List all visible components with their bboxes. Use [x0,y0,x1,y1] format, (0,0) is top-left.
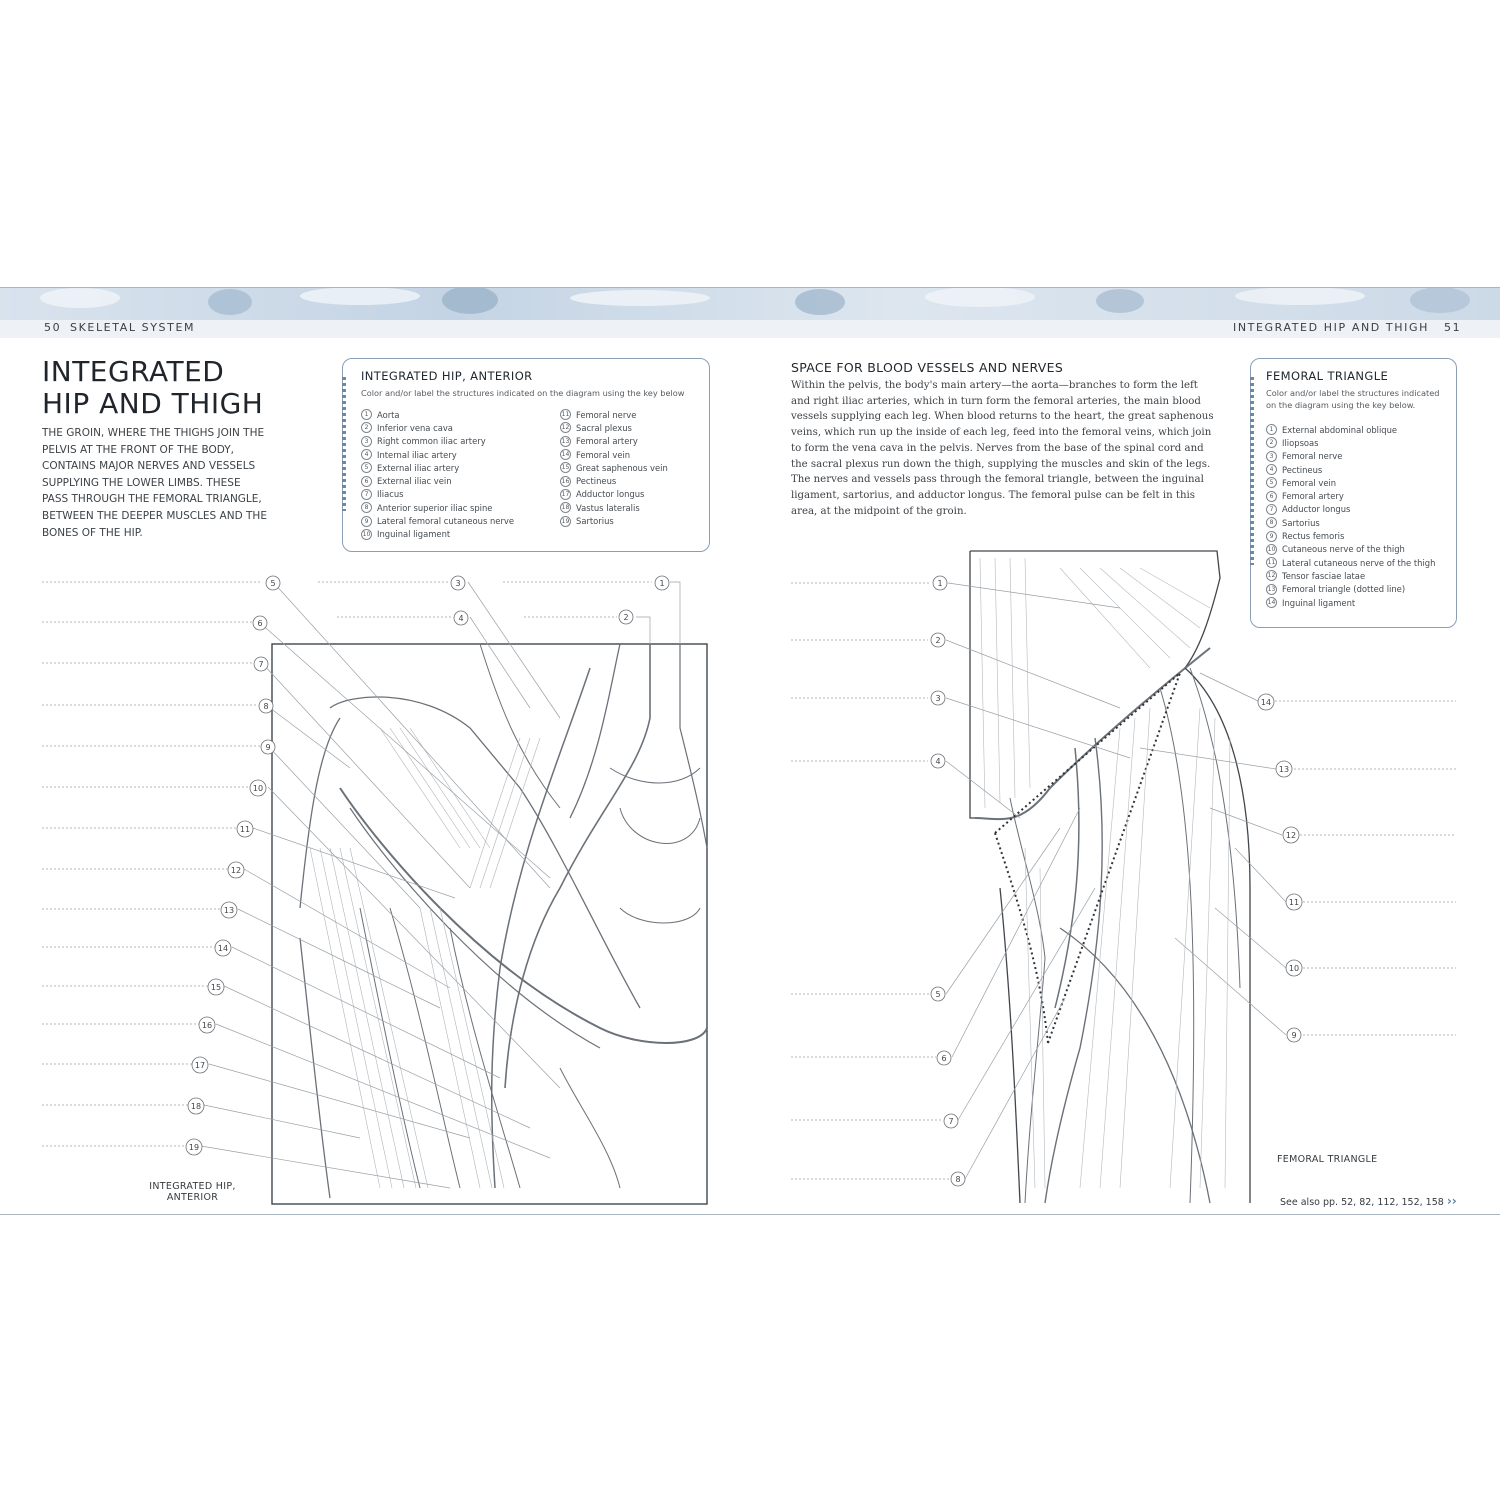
key-item-label: Femoral artery [576,436,638,447]
callout-8 [259,699,273,713]
key-number-badge: 12 [561,424,570,432]
callout-4 [931,754,945,768]
svg-text:13: 13 [223,906,235,915]
svg-text:3: 3 [935,694,941,703]
svg-text:1: 1 [937,579,943,588]
key-number-badge: 14 [1267,599,1276,606]
callout-14 [215,940,231,956]
callout-5 [931,987,945,1001]
key-title: FEMORAL TRIANGLE [1266,369,1389,383]
key-item-label: Femoral vein [576,449,631,460]
svg-text:18: 18 [190,1102,202,1111]
key-number-badge: 17 [561,490,570,498]
key-item-label: Inferior vena cava [377,422,453,433]
callout-3 [451,576,465,590]
key-item-label: Anterior superior iliac spine [377,502,493,513]
key-number-badge: 9 [361,516,372,527]
key-number-badge: 18 [561,504,570,512]
key-item-label: Femoral triangle (dotted line) [1282,584,1406,595]
illustrations [0,288,1500,1214]
callout-18 [188,1098,204,1114]
svg-text:5: 5 [935,990,941,999]
callout-16 [199,1017,215,1033]
key-number-badge: 11 [1267,559,1276,567]
callout-6 [937,1051,951,1065]
key-item-label: Sartorius [1282,517,1320,528]
see-also-text: See also pp. 52, 82, 112, 152, 158 [1280,1197,1444,1208]
key-number-badge: 3 [1266,451,1277,462]
key-item-label: Inguinal ligament [377,529,451,540]
section-heading: SPACE FOR BLOOD VESSELS AND NERVES [791,360,1064,375]
femoral-leader-lines [791,583,1456,1179]
caption-line-1: INTEGRATED HIP, [149,1181,236,1192]
svg-text:2: 2 [623,613,629,622]
callout-1 [933,576,947,590]
key-item-label: External iliac artery [377,462,460,473]
key-number-badge: 11 [561,411,570,419]
key-item-label: Adductor longus [576,489,645,500]
key-number-badge: 8 [1266,517,1277,528]
key-item-label: Cutaneous nerve of the thigh [1282,544,1405,555]
svg-text:14: 14 [1260,698,1272,707]
callout-10 [1286,960,1302,976]
svg-text:16: 16 [201,1021,213,1030]
svg-text:10: 10 [1288,964,1300,973]
key-item-label: Right common iliac artery [377,436,486,447]
callout-7 [254,657,268,671]
callout-19 [186,1139,202,1155]
svg-text:11: 11 [239,825,251,834]
key-item-label: External iliac vein [377,476,452,487]
svg-text:7: 7 [948,1117,954,1126]
key-number-badge: 8 [361,502,372,513]
callout-11 [237,821,253,837]
key-item-label: Sacral plexus [576,422,632,433]
right-page-number: 51 [1444,321,1462,334]
key-number-badge: 10 [362,530,371,538]
key-number-badge: 13 [561,437,570,445]
svg-text:14: 14 [217,944,229,953]
key-number-badge: 19 [561,517,570,525]
key-number-badge: 4 [361,449,372,460]
callout-11 [1286,894,1302,910]
page-title-line-1: INTEGRATED [42,355,225,388]
key-number-badge: 1 [1266,424,1277,435]
key-instruction: Color and/or label the structures indicated on the diagram using the key below. [1266,388,1440,410]
key-item-label: Femoral vein [1282,477,1337,488]
key-item-label: Femoral nerve [576,409,637,420]
caption-line-2: ANTERIOR [166,1192,219,1203]
svg-text:13: 13 [1278,765,1290,774]
key-number-badge: 2 [1266,437,1277,448]
key-number-badge: 14 [561,451,570,459]
key-item-label: Great saphenous vein [576,462,668,473]
svg-text:1: 1 [659,579,665,588]
svg-text:6: 6 [941,1054,947,1063]
figure-caption-femoral: FEMORAL TRIANGLE [1277,1154,1378,1165]
callout-15 [208,979,224,995]
key-item-label: Pectineus [1282,464,1323,475]
femoral-callouts [931,576,1302,1186]
hip-anterior-illustration [272,644,707,1204]
key-item-label: Tensor fasciae latae [1282,570,1366,581]
callout-9 [1287,1028,1301,1042]
key-item-label: Lateral femoral cutaneous nerve [377,516,515,527]
svg-text:5: 5 [270,579,276,588]
callout-6 [253,616,267,630]
key-number-badge: 7 [361,489,372,500]
callout-13 [1276,761,1292,777]
callout-9 [261,740,275,754]
key-number-badge: 7 [1266,504,1277,515]
callout-7 [944,1114,958,1128]
key-number-badge: 6 [1266,491,1277,502]
svg-text:6: 6 [257,619,263,628]
svg-text:8: 8 [263,702,269,711]
key-number-badge: 4 [1266,464,1277,475]
key-item-label: Pectineus [576,476,617,487]
svg-text:4: 4 [935,757,941,766]
callout-2 [619,610,633,624]
svg-text:9: 9 [1291,1031,1297,1040]
key-number-badge: 9 [1266,531,1277,542]
svg-text:9: 9 [265,743,271,752]
key-instruction: Color and/or label the structures indicated on the diagram using the key below [361,388,685,398]
left-page-number: 50 [44,321,62,334]
svg-text:10: 10 [252,784,264,793]
svg-text:17: 17 [194,1061,206,1070]
key-number-badge: 10 [1267,545,1276,553]
key-item-label: Rectus femoris [1282,531,1345,542]
body-text: Within the pelvis, the body's main artery—the aorta—branches to form the left and right iliac arteries, which in turn form the femoral arteries, the main blood vessels supplying each leg. When blood returns to the heart, the great saphenous veins, which run up the inside of each leg, feed into the femoral veins, which join to form the vena cava in the pelvis. Nerves from the base of the spinal cord and the sacral plexus run down the thigh, supplying the muscles and skin of the legs. The nerves and vessels pass through the femoral triangle, between the inguinal ligament, sartorius, and adductor longus. The femoral pulse can be felt in this area, at the midpoint of the groin. [791,380,1214,517]
callout-1 [655,576,669,590]
key-number-badge: 16 [561,477,570,485]
key-item-label: Lateral cutaneous nerve of the thigh [1282,557,1436,568]
key-item-label: Sartorius [576,516,614,527]
callout-14 [1258,694,1274,710]
callout-2 [931,633,945,647]
key-item-label: Femoral nerve [1282,451,1343,462]
key-item-label: Adductor longus [1282,504,1351,515]
key-number-badge: 15 [561,464,570,472]
key-item-label: Iliacus [377,489,404,500]
callout-8 [951,1172,965,1186]
hip-callouts [186,576,669,1155]
key-number-badge: 1 [361,409,372,420]
key-number-badge: 12 [1267,572,1276,580]
page-title-line-2: HIP AND THIGH [42,387,264,420]
svg-text:4: 4 [458,614,464,623]
key-number-badge: 5 [1266,477,1277,488]
callout-12 [1283,827,1299,843]
key-item-label: Femoral artery [1282,491,1344,502]
svg-text:7: 7 [258,660,264,669]
key-number-badge: 6 [361,476,372,487]
key-number-badge: 3 [361,436,372,447]
key-item-label: Aorta [377,409,400,420]
callout-5 [266,576,280,590]
double-chevron-right-icon: ›› [1446,1194,1457,1208]
callout-3 [931,691,945,705]
key-item-label: Iliopsoas [1282,437,1319,448]
femoral-triangle-illustration [970,551,1250,1203]
callout-4 [454,611,468,625]
key-number-badge: 5 [361,462,372,473]
svg-text:2: 2 [935,636,941,645]
key-item-label: Internal iliac artery [377,449,457,460]
callout-10 [250,780,266,796]
book-spread [0,287,1500,1215]
callout-13 [221,902,237,918]
callout-17 [192,1057,208,1073]
right-running-head: INTEGRATED HIP AND THIGH [1233,321,1429,334]
key-number-badge: 2 [361,422,372,433]
intro-text: THE GROIN, WHERE THE THIGHS JOIN THE PELVIS AT THE FRONT OF THE BODY, CONTAINS MAJOR NERVES AND VESSELS SUPPLYING THE LOWER LIMBS. THESE PASS THROUGH THE FEMORAL TRIANGLE, BETWEEN THE DEEPER MUSCLES AND THE BONES OF THE HIP. [42,427,267,539]
svg-text:12: 12 [1285,831,1297,840]
key-title: INTEGRATED HIP, ANTERIOR [361,369,533,383]
svg-text:8: 8 [955,1175,961,1184]
callout-12 [228,862,244,878]
left-running-head: SKELETAL SYSTEM [70,321,196,334]
svg-text:15: 15 [210,983,222,992]
svg-text:19: 19 [188,1143,200,1152]
svg-text:12: 12 [230,866,242,875]
key-item-label: Inguinal ligament [1282,597,1356,608]
key-item-label: External abdominal oblique [1282,424,1398,435]
key-item-label: Vastus lateralis [576,502,640,513]
svg-text:3: 3 [455,579,461,588]
key-number-badge: 13 [1267,585,1276,593]
svg-text:11: 11 [1288,898,1300,907]
